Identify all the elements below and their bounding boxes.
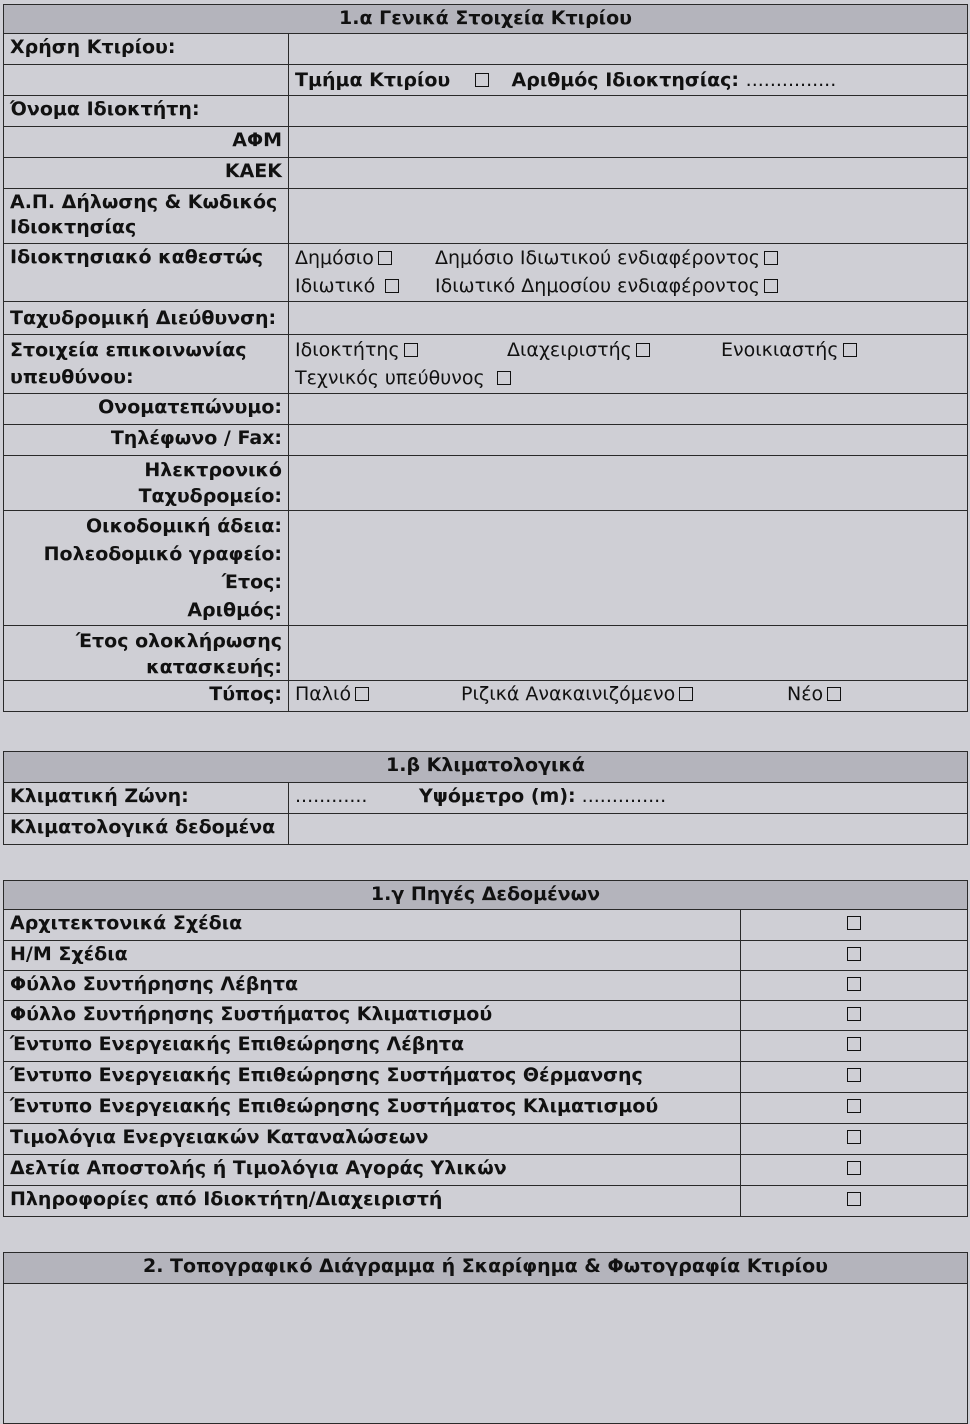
renovated-checkbox[interactable] <box>679 687 693 701</box>
altitude-dots[interactable]: .............. <box>581 785 667 807</box>
building-permit-labels <box>4 511 289 626</box>
source-checkbox[interactable] <box>847 947 861 961</box>
completion-label-line1: Έτος ολοκλήρωσης <box>75 630 282 652</box>
technical-responsible-label: Τεχνικός υπεύθυνος <box>295 367 485 389</box>
climate-zone-row <box>289 783 968 814</box>
source-item: Φύλλο Συντήρησης Συστήματος Κλιματισμού <box>4 1001 741 1031</box>
source-item: Δελτία Αποστολής ή Τιμολόγια Αγοράς Υλικών <box>4 1155 741 1186</box>
old-label: Παλιό <box>295 683 352 705</box>
kaek-field[interactable] <box>289 158 968 189</box>
afm-label: ΑΦΜ <box>4 127 289 158</box>
source-checkbox[interactable] <box>847 1068 861 1082</box>
declaration-field[interactable] <box>289 189 968 244</box>
postal-address-field[interactable] <box>289 302 968 335</box>
sketch-section <box>3 1252 968 1424</box>
ownership-status-options <box>289 244 968 302</box>
altitude-label: Υψόμετρο (m): <box>419 785 576 807</box>
climate-title: 1.β Κλιματολογικά <box>4 752 968 783</box>
source-checkbox-cell <box>741 1001 968 1031</box>
source-checkbox-cell <box>741 1062 968 1093</box>
tenant-checkbox[interactable] <box>843 343 857 357</box>
building-use-field[interactable] <box>289 34 968 65</box>
email-label <box>4 456 289 511</box>
afm-field[interactable] <box>289 127 968 158</box>
email-label-line1: Ηλεκτρονικό <box>144 459 282 481</box>
source-checkbox[interactable] <box>847 1161 861 1175</box>
building-use-label: Χρήση Κτιρίου: <box>4 34 289 65</box>
tenant-label: Ενοικιαστής <box>721 339 839 361</box>
full-name-field[interactable] <box>289 394 968 425</box>
source-checkbox-cell <box>741 971 968 1001</box>
private-checkbox[interactable] <box>385 279 399 293</box>
building-part-checkbox[interactable] <box>475 73 489 87</box>
building-permit-field[interactable] <box>289 511 968 626</box>
completion-year-label <box>4 626 289 681</box>
source-checkbox-cell <box>741 1031 968 1062</box>
source-checkbox[interactable] <box>847 916 861 930</box>
year-label: Έτος: <box>221 571 282 593</box>
owner-label: Ιδιοκτήτης <box>295 339 400 361</box>
number-label: Αριθμός: <box>187 599 282 621</box>
manager-label: Διαχειριστής <box>507 339 632 361</box>
manager-checkbox[interactable] <box>636 343 650 357</box>
type-label: Τύπος: <box>4 681 289 712</box>
old-checkbox[interactable] <box>355 687 369 701</box>
building-part-row <box>289 65 968 96</box>
source-item: Έντυπο Ενεργειακής Επιθεώρησης Συστήματος Θέρμανσης <box>4 1062 741 1093</box>
completion-year-field[interactable] <box>289 626 968 681</box>
source-checkbox[interactable] <box>847 1192 861 1206</box>
climate-zone-label: Κλιματική Ζώνη: <box>4 783 289 814</box>
source-checkbox-cell <box>741 1093 968 1124</box>
source-checkbox-cell <box>741 941 968 971</box>
renovated-label: Ριζικά Ανακαινιζόμενο <box>461 683 676 705</box>
general-section <box>3 4 968 712</box>
source-item: Αρχιτεκτονικά Σχέδια <box>4 910 741 941</box>
climate-zone-dots[interactable]: ............ <box>295 785 368 807</box>
new-checkbox[interactable] <box>827 687 841 701</box>
email-field[interactable] <box>289 456 968 511</box>
sketch-area[interactable] <box>4 1284 968 1424</box>
source-item: Έντυπο Ενεργειακής Επιθεώρησης Λέβητα <box>4 1031 741 1062</box>
phone-fax-field[interactable] <box>289 425 968 456</box>
public-label: Δημόσιο <box>295 247 374 269</box>
source-checkbox[interactable] <box>847 1099 861 1113</box>
source-checkbox[interactable] <box>847 1007 861 1021</box>
owner-checkbox[interactable] <box>404 343 418 357</box>
source-checkbox[interactable] <box>847 1130 861 1144</box>
public-private-interest-label: Δημόσιο Ιδιωτικού ενδιαφέροντος <box>435 247 760 269</box>
source-item: Η/Μ Σχέδια <box>4 941 741 971</box>
sketch-title: 2. Τοπογραφικό Διάγραμμα ή Σκαρίφημα & Φωτογραφία Κτιρίου <box>4 1253 968 1284</box>
ownership-status-label: Ιδιοκτησιακό καθεστώς <box>4 244 289 302</box>
source-checkbox[interactable] <box>847 977 861 991</box>
contact-info-label: Στοιχεία επικοινωνίας υπευθύνου: <box>4 335 289 394</box>
completion-label-line2: κατασκευής: <box>146 656 282 678</box>
owner-name-label: Όνομα Ιδιοκτήτη: <box>4 96 289 127</box>
kaek-label: ΚΑΕΚ <box>4 158 289 189</box>
email-label-line2: Ταχυδρομείο: <box>138 485 282 507</box>
private-public-interest-label: Ιδιωτικό Δημοσίου ενδιαφέροντος <box>435 275 760 297</box>
phone-fax-label: Τηλέφωνο / Fax: <box>4 425 289 456</box>
property-number-dots[interactable]: ............... <box>745 69 837 91</box>
public-checkbox[interactable] <box>378 251 392 265</box>
source-item: Φύλλο Συντήρησης Λέβητα <box>4 971 741 1001</box>
climate-data-field[interactable] <box>289 814 968 845</box>
general-title: 1.α Γενικά Στοιχεία Κτιρίου <box>4 5 968 34</box>
owner-name-field[interactable] <box>289 96 968 127</box>
public-private-interest-checkbox[interactable] <box>764 251 778 265</box>
source-item: Τιμολόγια Ενεργειακών Καταναλώσεων <box>4 1124 741 1155</box>
source-checkbox[interactable] <box>847 1037 861 1051</box>
full-name-label: Ονοματεπώνυμο: <box>4 394 289 425</box>
climate-section <box>3 751 968 845</box>
source-checkbox-cell <box>741 1155 968 1186</box>
postal-address-label: Ταχυδρομική Διεύθυνση: <box>4 302 289 335</box>
planning-office-label: Πολεοδομικό γραφείο: <box>43 543 282 565</box>
contact-role-options <box>289 335 968 394</box>
new-label: Νέο <box>787 683 824 705</box>
private-label: Ιδιωτικό <box>295 275 376 297</box>
source-checkbox-cell <box>741 1186 968 1217</box>
type-options <box>289 681 968 712</box>
sources-title: 1.γ Πηγές Δεδομένων <box>4 881 968 910</box>
sources-section <box>3 880 968 1217</box>
source-checkbox-cell <box>741 1124 968 1155</box>
building-permit-label: Οικοδομική άδεια: <box>86 515 282 537</box>
technical-responsible-checkbox[interactable] <box>497 371 511 385</box>
source-item: Έντυπο Ενεργειακής Επιθεώρησης Συστήματος Κλιματισμού <box>4 1093 741 1124</box>
building-part-label: Τμήμα Κτιρίου <box>295 69 451 91</box>
source-item: Πληροφορίες από Ιδιοκτήτη/Διαχειριστή <box>4 1186 741 1217</box>
property-number-label: Αριθμός Ιδιοκτησίας: <box>511 69 740 91</box>
source-checkbox-cell <box>741 910 968 941</box>
private-public-interest-checkbox[interactable] <box>764 279 778 293</box>
declaration-label: Α.Π. Δήλωσης & Κωδικός Ιδιοκτησίας <box>4 189 289 244</box>
climate-data-label: Κλιματολογικά δεδομένα <box>4 814 289 845</box>
